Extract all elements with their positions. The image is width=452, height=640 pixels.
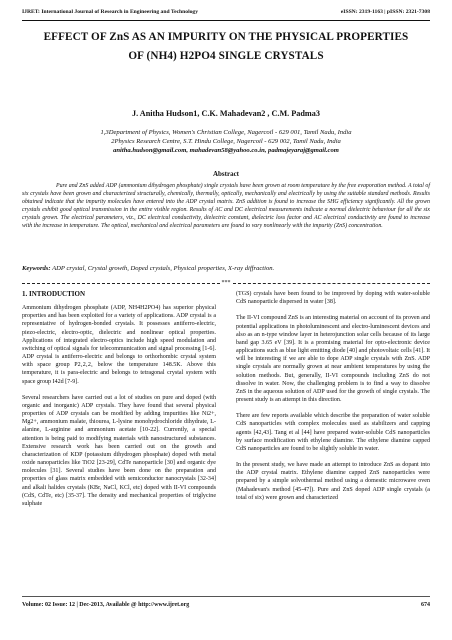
- keywords-label: Keywords:: [22, 265, 51, 272]
- right-paragraph-3: There are few reports available which describe the preparation of water soluble CdS nanoparticles with complex molecules used as stabilizers and capping agents [42,43]. Tang et al [44] have prepared water-soluble CdS nanoparticles by surface modification with ethylene diamine. The ethylene diamine capped CdS nanoparticles are found to be slightly soluble in water.: [236, 413, 430, 452]
- divider-dashes-left: [22, 283, 220, 284]
- affiliations: [22, 128, 430, 155]
- abstract-heading: Abstract: [212, 170, 240, 178]
- right-paragraph-1: (TGS) crystals have been found to be improved by doping with water-soluble CdS nanoparticle dispersed in water [38].: [236, 291, 430, 306]
- journal-header: [22, 9, 430, 15]
- title-line-1: EFFECT OF ZnS AS AN IMPURITY ON THE PHYSICAL PROPERTIES: [43, 31, 409, 43]
- author-list: J. Anitha Hudson1, C.K. Mahadevan2 , C.M. Padma3: [132, 109, 320, 118]
- affiliation-line-1: 1,3Department of Physics, Women's Christian College, Nagercoil - 629 001, Tamil Nadu, India: [100, 129, 352, 136]
- right-column: [236, 290, 430, 510]
- affiliation-line-2: 2Physics Research Centre, S.T. Hindu College, Nagercoil - 629 002, Tamil Nadu, India: [111, 138, 341, 145]
- journal-name: IJRET: International Journal of Research in Engineering and Technology: [22, 9, 199, 15]
- section-heading-introduction: 1. INTRODUCTION: [22, 290, 86, 298]
- section-divider: [22, 279, 430, 287]
- left-column: [22, 290, 216, 516]
- footer-rule: [22, 596, 430, 597]
- divider-dashes-right: [233, 283, 431, 284]
- keywords-text: ADP crystal, Crystal growth, Doped crystals, Physical properties, X-ray diffraction.: [52, 265, 275, 272]
- header-rule: [22, 20, 430, 21]
- abstract-text: Pure and ZnS added ADP (ammonium dihydrogen phosphate) single crystals have been grown at room temperature by the free evaporation method. A total of six crystals have been grown and characterized structurally, chemically, thermally, optically, mechanically and electrically by using the suitable standard methods. Results obtained indicate that the impurity molecules have entered into the ADP crystal matrix. ZnS addition is found to increase the SHG efficiency significantly. All the grown crystals exhibit good optical transmission in the entire visible region. Results of AC and DC electrical measurements indicate a normal dielectric behaviour for all the six crystals grown. The electrical parameters, viz., DC electrical conductivity, dielectric constant, dielectric loss factor and AC electrical conductivity are found to increase with the increase in temperature. The optical, mechanical and electrical parameters are found to vary nonlinearly with the impurity (ZnS) concentration.: [22, 183, 430, 230]
- title-line-2: OF (NH4) H2PO4 SINGLE CRYSTALS: [128, 50, 324, 62]
- paper-title: [30, 28, 422, 66]
- left-paragraph-1: Ammonium dihydrogen phosphate (ADP, NH4H2PO4) has superior physical properties and has been exploited for a variety of applications. ADP crystal is a representative of hydrogen-bonded crystals. It possesses antiferro-electric, piezo-electric, electro-optic, dielectric and nonlinear optical properties. Applications of integrated electro-optics include high speed modulation and switching of optical signals for telecommunication and signal processing [1-6]. ADP crystal is antiferro-electric and belongs to orthorhombic crystal system with space group P2₁2₁2₁ below the temperature 148.5K. Above this temperature, it is para-electric and belongs to tetragonal crystal system with space group I42d [7-9].: [22, 305, 216, 385]
- footer-citation: Volume: 02 Issue: 12 | Dec-2013, Available @ http://www.ijret.org: [22, 602, 190, 608]
- keywords: [22, 265, 430, 272]
- right-paragraph-4: In the present study, we have made an attempt to introduce ZnS as dopant into the ADP crystal matrix. Ethylene diamine capped ZnS nanoparticles were prepared by a simple solvothermal method using a domestic microwave oven (Mahadevan's method [45-47]). Pure and ZnS doped ADP single crystals (a total of six) were grown and characterized: [236, 462, 430, 501]
- left-paragraph-2: Several researchers have carried out a lot of studies on pure and doped (with organic and inorganic) ADP crystals. They have found that several physical properties of ADP crystals can be modified by adding impurities like Ni2+, Mg2+, ammonium malate, thiourea, L-lysine monohydrochloride dihydrate, L-alanine, L-arginine and ammonium acetate [10-22]. Currently, a special attention is being paid to modifying materials with nanostructured substances. Extensive research work has been carried out on the growth and characterization of KDP (potassium dihydrogen phosphate) doped with metal oxide nanoparticles like TiO2 [23-29], CdTe nanoparticle [30] and organic dye molecules [31]. Several studies have been done on the preparation and properties of glass matrix embedded with semiconductor nanocrystals [32-34] and alkali halides crystals (KBr, NaCl, KCl, etc) doped with II-VI compounds (CdS, CdTe, etc) [35-37]. The density and mechanical properties of triglycine sulphate: [22, 394, 216, 507]
- page-footer: [22, 602, 430, 608]
- divider-stars: ***: [221, 280, 231, 286]
- right-paragraph-2: The II-VI compound ZnS is an interesting material on account of its proven and potential applications in photoluminescent and electro-luminescent devices and also as an n-type window layer in heterojunction solar cells because of its large band gap 3.65 eV [39]. It is a promising material for opto-electronic device applications such as blue light emitting diode [40] and photovoltaic cells [41]. It will be interesting if we are able to dope ADP single crystals with ZnS. ADP single crystals are normally grown at near ambient temperatures by using the solution methods. But, generally, II-VI compounds including ZnS do not dissolve in water. Now, the challenging problem is to find a way to dissolve ZnS in the aqueous solution of ADP used for the growth of single crystals. The present study is an attempt in this direction.: [236, 315, 430, 403]
- journal-issn: eISSN: 2319-1163 | pISSN: 2321-7308: [340, 9, 430, 15]
- author-emails: anitha.hudson@gmail.com, mahadevan58@yahoo.co.in, padmajeyaraj@gmail.com: [113, 147, 339, 154]
- page-number: 674: [421, 602, 430, 608]
